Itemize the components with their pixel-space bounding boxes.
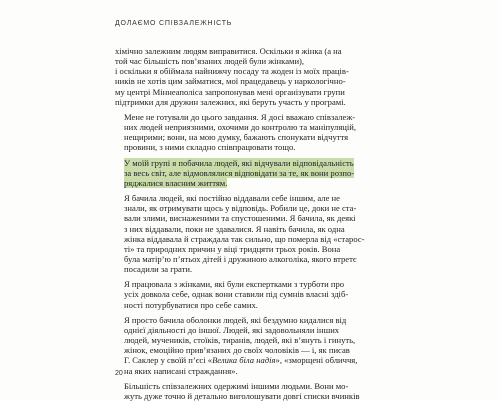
text-line: жінок, емоційно прив’язаних до своїх чоловіків — і, як писав <box>124 345 350 356</box>
text-line: Мене не готували до цього завдання. Я досі вважаю співзалеж- <box>124 111 356 122</box>
text-line: жуть дуже точно й детально виголошувати довгі списки вчинків <box>124 390 360 401</box>
text-line: знали, як отримувати щось у відповідь. Робили це, доки не ста- <box>124 203 357 214</box>
text-line-wrap <box>115 158 382 168</box>
body-text <box>115 46 382 406</box>
text-line: Я бачила людей, які постійно віддавали себе іншим, але не <box>124 193 340 204</box>
paragraph <box>115 193 382 274</box>
highlighted-text: ряджалися власним життям. <box>124 177 228 188</box>
text-line: ті» та природних причин у віці тридцяти трьох років. Вона <box>124 243 341 254</box>
play-title: Велика біла надія <box>212 355 276 366</box>
paragraph <box>115 381 382 401</box>
text-line-wrap <box>115 178 382 188</box>
text-line: Я працювала з жінками, які були експертками з турботи про <box>124 279 345 290</box>
text-line: ності потурбуватися про себе самих. <box>124 299 258 310</box>
paragraph <box>115 315 382 376</box>
text-line: них людей неприязними, охочими до контролю та маніпуляцій, <box>124 122 357 133</box>
text-line-mixed <box>115 355 382 365</box>
text-line: вали злими, виснаженими та спустошеними. Я бачила, як деякі <box>124 213 356 224</box>
text-line: той час більшість пов’язаних людей були жінками), <box>115 56 305 67</box>
text-line: однієї діяльності до іншої. Людей, які задовольняли інших <box>124 324 340 335</box>
text-line: му центрі Міннеаполіса запропонував мені організувати групи <box>115 86 345 97</box>
text-segment: », «зморщені обличчя, <box>275 355 358 366</box>
highlighted-paragraph <box>115 158 382 188</box>
running-header: ДОЛАЄМО СПІВЗАЛЕЖНІСТЬ <box>115 20 233 27</box>
text-line: провини, з ними складно співпрацювати тощо. <box>124 142 296 153</box>
text-line: Більшість співзалежних одержимі іншими людьми. Вони мо- <box>124 380 349 391</box>
paragraph <box>115 279 382 309</box>
text-line: підтримки для дружин залежних, які беруть участь у програмі. <box>115 96 346 107</box>
text-line: людей, мучеників, стоїків, тиранів, людей, які в’януть і гинуть, <box>124 335 356 346</box>
highlighted-text: У моїй групі я побачила людей, які відчували відповідальність <box>124 157 354 168</box>
text-line: ників не хотів цим займатися, мої працедавець у наркологічно- <box>115 76 346 87</box>
highlighted-text: за весь світ, але відмовлялися відповідати за те, як вони розпо- <box>124 167 355 178</box>
text-line: жінка віддавала й страждала так сильно, що померла від «старос- <box>124 233 365 244</box>
text-line: і оскільки я обіймала найнижчу посаду та жоден із моїх праців- <box>115 66 349 77</box>
text-line: хімічно залежним людям виправитися. Оскільки я жінка (а на <box>115 46 342 56</box>
text-line-wrap <box>115 168 382 178</box>
text-line: на яких написані страждання». <box>124 365 238 376</box>
text-line: з них віддавали, поки не здавалися. Я навіть бачила, як одна <box>124 223 345 234</box>
page-number: 20 <box>115 370 123 377</box>
text-line: посадили за грати. <box>124 264 193 275</box>
text-segment: Г. Саклер у своїй п’єсі « <box>124 355 213 366</box>
text-line: була матір’ю п’ятьох дітей і дружиною алкоголіка, якого втретє <box>124 253 357 264</box>
text-line: нещирими; вони, на мою думку, бажають спонукати відчуття <box>124 132 349 143</box>
paragraph <box>115 112 382 153</box>
text-line: усіх довкола себе, однак вони ставили під сумнів власні здіб- <box>124 289 349 300</box>
text-line: Я просто бачила оболонки людей, які бездумно кидалися від <box>124 314 347 325</box>
paragraph <box>115 46 382 107</box>
